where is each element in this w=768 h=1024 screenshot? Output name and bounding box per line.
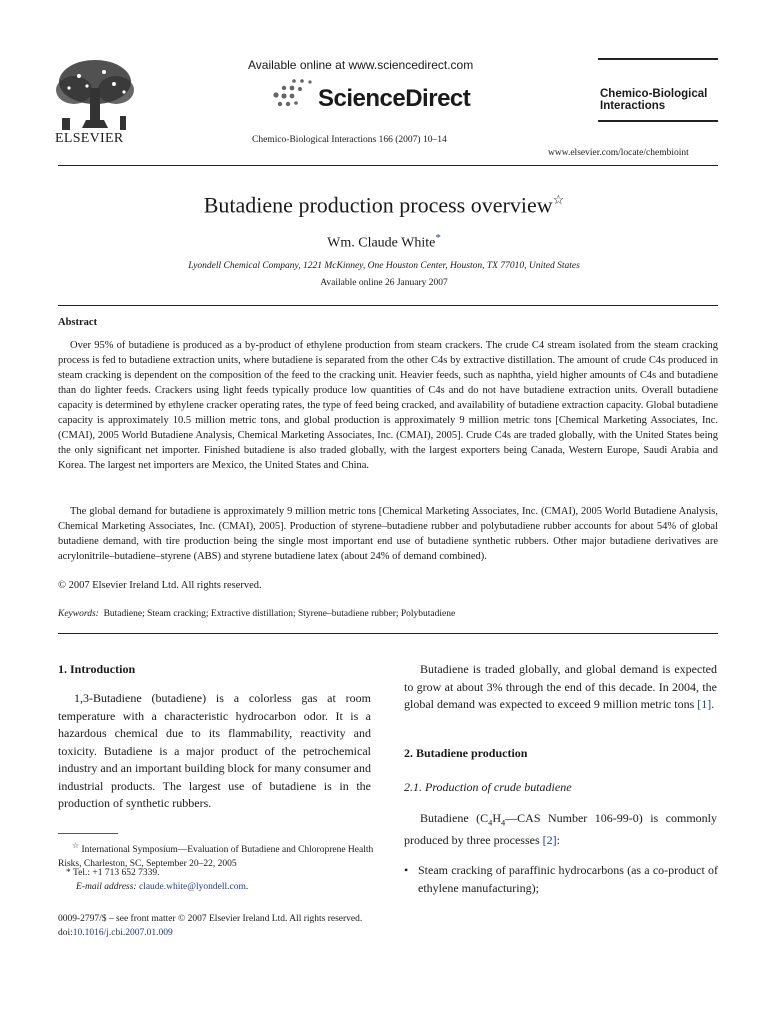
publisher-name: ELSEVIER <box>55 131 124 146</box>
global-demand-paragraph-block <box>404 661 717 714</box>
keywords-list: Butadiene; Steam cracking; Extractive distillation; Styrene–butadiene rubber; Polybutadiene <box>103 609 456 619</box>
section-heading-introduction: 1. Introduction <box>58 662 136 676</box>
journal-homepage-link[interactable]: www.elsevier.com/locate/chembioint <box>548 148 689 158</box>
title-footnote-mark[interactable]: ☆ <box>552 192 565 207</box>
doi-line <box>58 928 173 938</box>
footnote-email-end: . <box>245 882 249 892</box>
author-line <box>0 232 768 252</box>
author-email-link[interactable]: claude.white@lyondell.com <box>138 882 246 892</box>
list-item-text: Steam cracking of paraffinic hydrocarbons (as a co-product of ethylene manufacturing); <box>418 863 718 895</box>
article-title <box>0 192 768 218</box>
issn-line: 0009-2797/$ – see front matter © 2007 Elsevier Ireland Ltd. All rights reserved. <box>58 914 363 924</box>
processes-end: : <box>556 832 560 847</box>
keywords-label: Keywords: <box>58 609 99 619</box>
abstract-paragraph-2: The global demand for butadiene is approximately 9 million metric tons [Chemical Marketing Associates, Inc. (CMAI), 2005 World Butadiene Analysis, Chemical Marketing Associates, Inc. (CMAI), 2005]. Production of styrene–butadiene rubber and polybutadiene rubber accounts for about 54% of global butadiene demand, with tire production being the single most important end use of butadiene synthetic rubbers. Other major butadiene derivatives are acrylonitrile–butadiene–styrene (ABS) and styrene butadiene latex (about 24% of demand combined). <box>58 506 718 562</box>
journal-name <box>600 88 707 112</box>
footnote-telephone-text: Tel.: +1 713 652 7339. <box>72 868 160 878</box>
reference-link-1[interactable]: [1] <box>697 697 712 711</box>
abstract-paragraph-1: Over 95% of butadiene is produced as a by-product of ethylene production from steam crackers. The crude C4 stream isolated from the steam cracking process is fed to butadiene extraction units, where butadiene is separated from the other C4s by extractive distillation. The amount of crude C4s produced in steam cracking is dependent on the composition of the feed to the cracking unit. Heavier feeds, such as naphtha, yield higher amounts of C4s and butadiene than do lighter feeds. Crackers using light feeds typically produce low quantities of C4s and do not have butadiene extraction units. Overall butadiene capacity is determined by ethylene cracker operating rates, the type of feed being cracked, and availability of butadiene extraction capacity. Global butadiene capacity is approximately 10.5 million metric tons, and global production is approximately 9 million metric tons [Chemical Marketing Associates, Inc. (CMAI), 2005 World Butadiene Analysis, Chemical Marketing Associates, Inc. (CMAI), 2005]. Crude C4s are traded globally, with the United States being the only significant net importer. Finished butadiene is also traded globally, with the largest exporters being Canada, Western Europe, Saudi Arabia and Korea. The largest net importers are Mexico, the United States and China. <box>58 340 718 471</box>
section-heading-butadiene-production: 2. Butadiene production <box>404 746 528 760</box>
processes-paragraph-block <box>404 810 717 849</box>
abstract-copyright: © 2007 Elsevier Ireland Ltd. All rights reserved. <box>58 580 262 591</box>
footnote-symposium-text: International Symposium—Evaluation of Butadiene and Chloroprene Health Risks, Charleston, SC, September 20–22, 2005 <box>58 845 374 870</box>
footnote-email <box>58 880 394 894</box>
elsevier-tree-icon <box>54 58 136 132</box>
available-online-url[interactable]: Available online at www.sciencedirect.com <box>248 58 474 72</box>
footnote-symposium-mark: ☆ <box>72 841 80 850</box>
formula-part-b: H <box>492 811 501 825</box>
author-name: Wm. Claude White <box>327 235 436 251</box>
intro-paragraph: 1,3-Butadiene (butadiene) is a colorless gas at room temperature with a characteristic hydrocarbon odor. It is a hazardous chemical due to its flammability, reactivity and toxicity. Butadiene is a major product of the petrochemical industry and an important building block for many consumer and industrial products. The largest use of butadiene is in the production of synthetic rubbers. <box>58 691 371 810</box>
bullet-icon: • <box>404 863 409 877</box>
footnote-telephone <box>58 866 384 880</box>
keywords-line <box>58 609 455 619</box>
abstract-divider-bottom <box>58 633 718 634</box>
journal-name-line1: Chemico-Biological <box>600 88 708 100</box>
sciencedirect-dots-icon <box>270 78 316 110</box>
reference-link-2[interactable]: [2] <box>542 832 557 847</box>
intro-paragraph-block <box>58 690 371 813</box>
formula-sub-2: 4 <box>500 818 506 828</box>
footnote-telephone-mark: * <box>66 868 71 878</box>
formula-sub-1: 4 <box>488 818 493 828</box>
abstract-heading: Abstract <box>58 317 98 328</box>
processes-paragraph <box>404 810 717 849</box>
subsection-heading-crude-butadiene: 2.1. Production of crude butadiene <box>404 780 572 794</box>
journal-rule-top <box>598 58 718 60</box>
journal-rule-bottom <box>598 120 718 122</box>
global-demand-end: . <box>711 697 715 711</box>
processes-text: —CAS Number 106-99-0) is commonly produced by three processes <box>404 811 717 847</box>
footnote-email-label: E-mail address: <box>76 882 137 892</box>
global-demand-text: Butadiene is traded globally, and global demand is expected to grow at about 3% through the end of this decade. In 2004, the global demand was expected to exceed 9 million metric tons <box>404 662 717 711</box>
doi-label: doi: <box>58 928 73 938</box>
footnote-rule <box>58 833 118 834</box>
author-affiliation: Lyondell Chemical Company, 1221 McKinney, One Houston Center, Houston, TX 77010, United States <box>188 261 580 271</box>
available-date: Available online 26 January 2007 <box>320 278 448 288</box>
abstract-divider-top <box>58 305 718 306</box>
journal-citation: Chemico-Biological Interactions 166 (2007) 10–14 <box>252 135 447 145</box>
formula-part-a: Butadiene (C <box>420 811 489 825</box>
header-divider <box>58 165 718 166</box>
doi-link[interactable]: 10.1016/j.cbi.2007.01.009 <box>72 928 173 938</box>
global-demand-paragraph <box>404 661 717 714</box>
journal-name-line2: Interactions <box>600 100 666 112</box>
article-title-text: Butadiene production process overview <box>203 192 553 218</box>
list-item <box>404 862 718 897</box>
sciencedirect-logo: ScienceDirect <box>318 85 471 112</box>
author-footnote-mark[interactable]: * <box>435 232 441 244</box>
